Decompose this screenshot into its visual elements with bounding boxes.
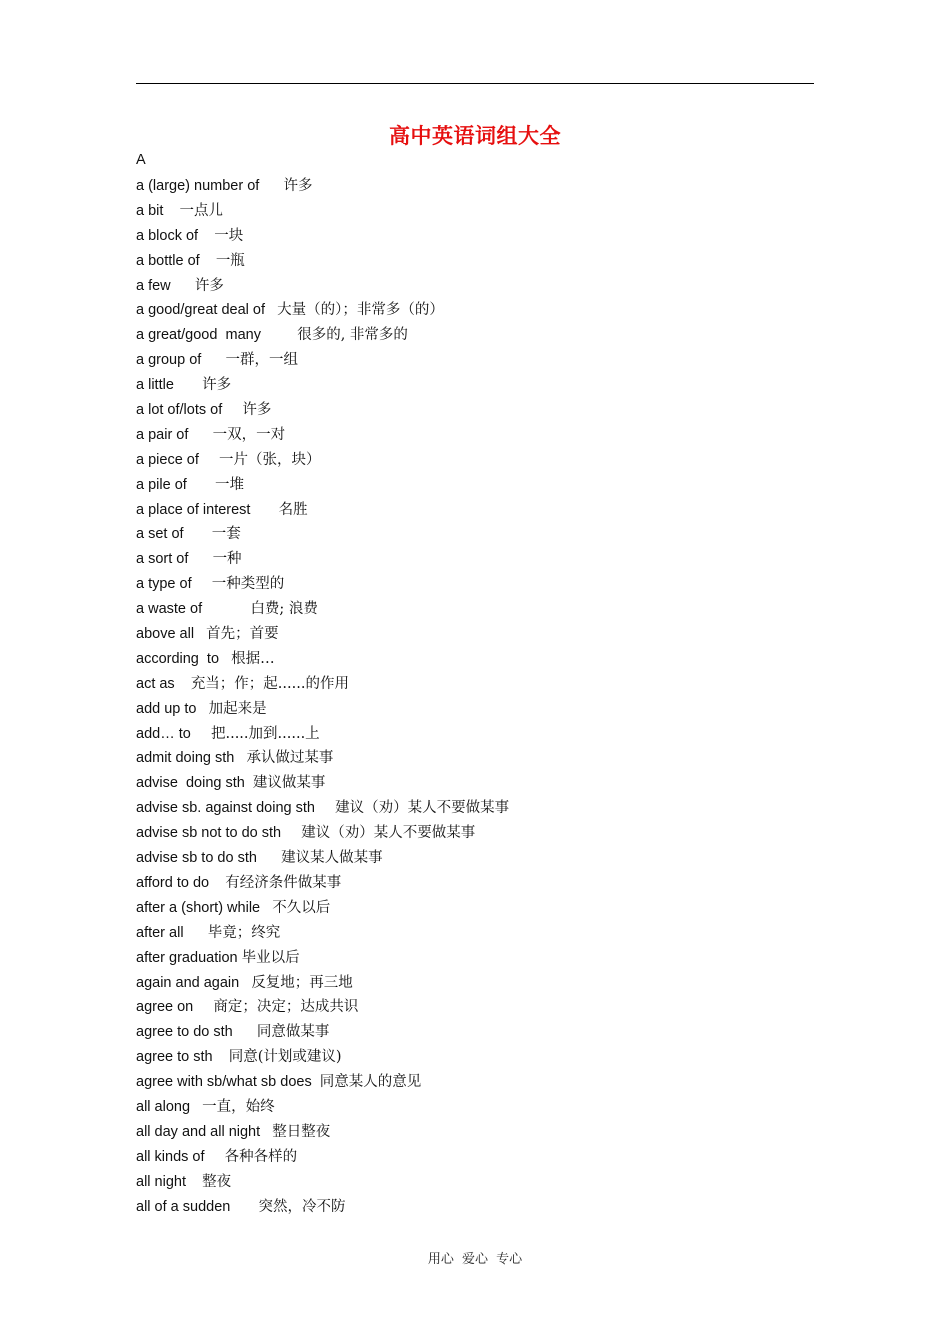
phrase-entry <box>136 1045 509 1070</box>
phrase-entry <box>136 746 509 771</box>
phrase-english: a waste of <box>136 601 203 618</box>
phrase-chinese: 一种 <box>212 551 242 568</box>
phrase-english: a (large) number of <box>136 178 260 194</box>
phrase-gap <box>239 975 251 991</box>
phrase-chinese: 同意某人的意见 <box>319 1074 422 1091</box>
phrase-english: all of a sudden <box>136 1198 231 1215</box>
phrase-chinese: 不久以后 <box>272 899 331 916</box>
phrase-english: advise sb. against doing sth <box>136 800 315 817</box>
phrase-chinese: 一堆 <box>215 476 244 493</box>
phrase-chinese: 加起来是 <box>208 700 267 717</box>
phrase-entry <box>136 821 509 846</box>
phrase-chinese: 突然，冷不防 <box>258 1198 346 1215</box>
phrase-chinese: 许多 <box>283 178 313 194</box>
phrase-gap <box>261 327 297 343</box>
phrase-chinese: 反复地；再三地 <box>251 974 353 991</box>
phrase-gap <box>171 278 195 294</box>
phrase-chinese: 一套 <box>211 526 241 543</box>
phrase-english: after graduation <box>136 949 238 966</box>
section-letter: A <box>136 152 146 168</box>
phrase-english: again and again <box>136 974 240 991</box>
phrase-gap <box>260 900 272 916</box>
phrase-entry <box>136 1145 509 1170</box>
phrase-gap <box>188 427 212 443</box>
phrase-entry <box>136 522 509 547</box>
phrase-entry <box>136 448 509 473</box>
phrase-entry <box>136 921 509 946</box>
phrase-english: admit doing sth <box>136 750 235 767</box>
phrase-gap <box>230 1199 258 1215</box>
phrase-entry <box>136 1070 509 1095</box>
phrase-chinese: 名胜 <box>278 501 308 518</box>
phrase-gap <box>187 477 215 493</box>
phrase-gap <box>200 253 216 269</box>
phrase-english: a bottle of <box>136 252 200 269</box>
phrase-english: after a (short) while <box>136 899 261 916</box>
phrase-chinese: 同意(计划或建议) <box>228 1049 342 1066</box>
phrase-entry <box>136 348 509 373</box>
phrase-english: add… to <box>136 725 191 742</box>
phrase-english: a sort of <box>136 551 189 568</box>
phrase-english: after all <box>136 924 184 941</box>
phrase-gap <box>281 825 301 841</box>
phrase-chinese: 一直，始终 <box>202 1098 275 1115</box>
phrase-chinese: 一块 <box>214 227 244 244</box>
phrase-english: a great/good many <box>136 327 261 344</box>
phrase-english: a block of <box>136 227 199 244</box>
phrase-gap <box>312 1074 320 1090</box>
phrase-gap <box>250 502 278 518</box>
phrase-english: afford to do <box>136 874 210 891</box>
phrase-chinese: 把.....加到......上 <box>210 725 320 742</box>
phrase-chinese: 许多 <box>202 377 232 394</box>
phrase-entry <box>136 1195 509 1220</box>
phrase-english: a group of <box>136 352 202 369</box>
phrase-entry <box>136 995 509 1020</box>
phrase-entry <box>136 373 509 398</box>
phrase-english: a pair of <box>136 426 189 443</box>
phrase-entry <box>136 1120 509 1145</box>
phrase-entry <box>136 498 509 523</box>
phrase-chinese: 白费; 浪费 <box>250 601 318 618</box>
phrase-list <box>136 174 509 1219</box>
phrase-entry <box>136 398 509 423</box>
phrase-entry <box>136 697 509 722</box>
phrase-entry <box>136 946 509 971</box>
phrase-chinese: 建议做某事 <box>252 775 326 792</box>
phrase-english: a set of <box>136 526 184 543</box>
phrase-entry <box>136 174 509 199</box>
phrase-english: a little <box>136 377 174 394</box>
phrase-gap <box>213 1049 229 1065</box>
phrase-english: act as <box>136 675 175 692</box>
phrase-english: add up to <box>136 700 197 717</box>
phrase-english: a pile of <box>136 476 187 493</box>
phrase-english: agree with sb/what sb does <box>136 1074 312 1091</box>
phrase-english: advise doing sth <box>136 775 245 792</box>
phrase-entry <box>136 971 509 996</box>
phrase-chinese: 一点儿 <box>179 202 224 219</box>
header-rule <box>136 83 814 84</box>
phrase-entry <box>136 896 509 921</box>
phrase-chinese: 毕竟；终究 <box>207 924 281 941</box>
phrase-entry <box>136 473 509 498</box>
phrase-chinese: 根据… <box>231 650 275 667</box>
phrase-chinese: 很多的, 非常多的 <box>297 327 408 344</box>
phrase-chinese: 许多 <box>242 402 272 419</box>
phrase-chinese: 建议（劝）某人不要做某事 <box>335 800 510 817</box>
phrase-entry <box>136 771 509 796</box>
phrase-entry <box>136 597 509 622</box>
phrase-gap <box>202 601 250 617</box>
phrase-gap <box>265 302 277 318</box>
phrase-gap <box>191 726 211 742</box>
phrase-chinese: 承认做过某事 <box>246 750 334 767</box>
phrase-chinese: 商定；决定；达成共识 <box>213 999 359 1016</box>
phrase-chinese: 首先；首要 <box>206 626 279 643</box>
phrase-gap <box>190 1099 202 1115</box>
phrase-entry <box>136 547 509 572</box>
phrase-gap <box>259 178 283 194</box>
phrase-entry <box>136 249 509 274</box>
phrase-chinese: 各种各样的 <box>224 1148 298 1165</box>
phrase-gap <box>184 925 208 941</box>
phrase-gap <box>174 377 202 393</box>
phrase-entry <box>136 622 509 647</box>
phrase-english: agree on <box>136 999 194 1016</box>
phrase-gap <box>188 551 212 567</box>
phrase-chinese: 一片（张，块） <box>219 451 321 468</box>
phrase-english: above all <box>136 626 195 643</box>
phrase-entry <box>136 1095 509 1120</box>
phrase-entry <box>136 672 509 697</box>
phrase-gap <box>198 228 214 244</box>
phrase-entry <box>136 647 509 672</box>
phrase-english: a bit <box>136 202 164 219</box>
phrase-entry <box>136 722 509 747</box>
phrase-chinese: 建议（劝）某人不要做某事 <box>301 825 476 842</box>
phrase-english: a few <box>136 277 171 294</box>
phrase-entry <box>136 1020 509 1045</box>
phrase-gap <box>192 576 212 592</box>
phrase-gap <box>193 999 213 1015</box>
phrase-entry <box>136 1170 509 1195</box>
phrase-english: agree to do sth <box>136 1024 233 1041</box>
phrase-gap <box>201 352 225 368</box>
phrase-entry <box>136 572 509 597</box>
phrase-chinese: 充当；作；起......的作用 <box>190 675 349 692</box>
phrase-english: a good/great deal of <box>136 302 265 319</box>
phrase-gap <box>184 526 212 542</box>
phrase-gap <box>222 402 242 418</box>
phrase-chinese: 毕业以后 <box>241 949 300 966</box>
phrase-english: advise sb not to do sth <box>136 825 282 842</box>
phrase-chinese: 有经济条件做某事 <box>225 874 342 891</box>
phrase-english: agree to sth <box>136 1049 213 1066</box>
phrase-gap <box>196 701 208 717</box>
phrase-english: all day and all night <box>136 1123 261 1140</box>
phrase-chinese: 一瓶 <box>215 252 245 269</box>
phrase-chinese: 大量（的）；非常多（的） <box>277 302 444 319</box>
phrase-english: all along <box>136 1098 191 1115</box>
phrase-english: all night <box>136 1173 186 1190</box>
phrase-gap <box>219 651 231 667</box>
phrase-gap <box>209 875 225 891</box>
phrase-chinese: 同意做某事 <box>256 1024 330 1041</box>
phrase-english: according to <box>136 650 220 667</box>
page-title: 高中英语词组大全 <box>389 123 561 148</box>
phrase-english: a lot of/lots of <box>136 402 223 419</box>
phrase-entry <box>136 199 509 224</box>
phrase-gap <box>205 1149 225 1165</box>
phrase-entry <box>136 274 509 299</box>
phrase-gap <box>233 1024 257 1040</box>
phrase-english: all kinds of <box>136 1148 205 1165</box>
phrase-english: a place of interest <box>136 501 251 518</box>
phrase-entry <box>136 298 509 323</box>
phrase-gap <box>245 775 253 791</box>
phrase-chinese: 一群，一组 <box>225 352 298 369</box>
phrase-entry <box>136 423 509 448</box>
phrase-gap <box>186 1174 202 1190</box>
page-footer: 用心 爱心 专心 <box>427 1252 523 1267</box>
phrase-english: advise sb to do sth <box>136 850 257 867</box>
phrase-gap <box>257 850 281 866</box>
phrase-entry <box>136 796 509 821</box>
phrase-gap <box>234 750 246 766</box>
phrase-english: a type of <box>136 576 192 593</box>
phrase-chinese: 建议某人做某事 <box>281 850 383 867</box>
phrase-entry <box>136 846 509 871</box>
phrase-chinese: 一种类型的 <box>211 576 285 593</box>
phrase-gap <box>315 800 335 816</box>
phrase-chinese: 整日整夜 <box>272 1123 331 1140</box>
phrase-chinese: 许多 <box>194 277 224 294</box>
phrase-chinese: 整夜 <box>202 1173 232 1190</box>
phrase-entry <box>136 224 509 249</box>
phrase-gap <box>194 626 206 642</box>
phrase-chinese: 一双，一对 <box>212 426 286 443</box>
phrase-gap <box>199 452 219 468</box>
phrase-gap <box>260 1124 272 1140</box>
phrase-entry <box>136 323 509 348</box>
phrase-english: a piece of <box>136 451 199 468</box>
phrase-gap <box>163 203 179 219</box>
phrase-entry <box>136 871 509 896</box>
phrase-gap <box>175 676 191 692</box>
